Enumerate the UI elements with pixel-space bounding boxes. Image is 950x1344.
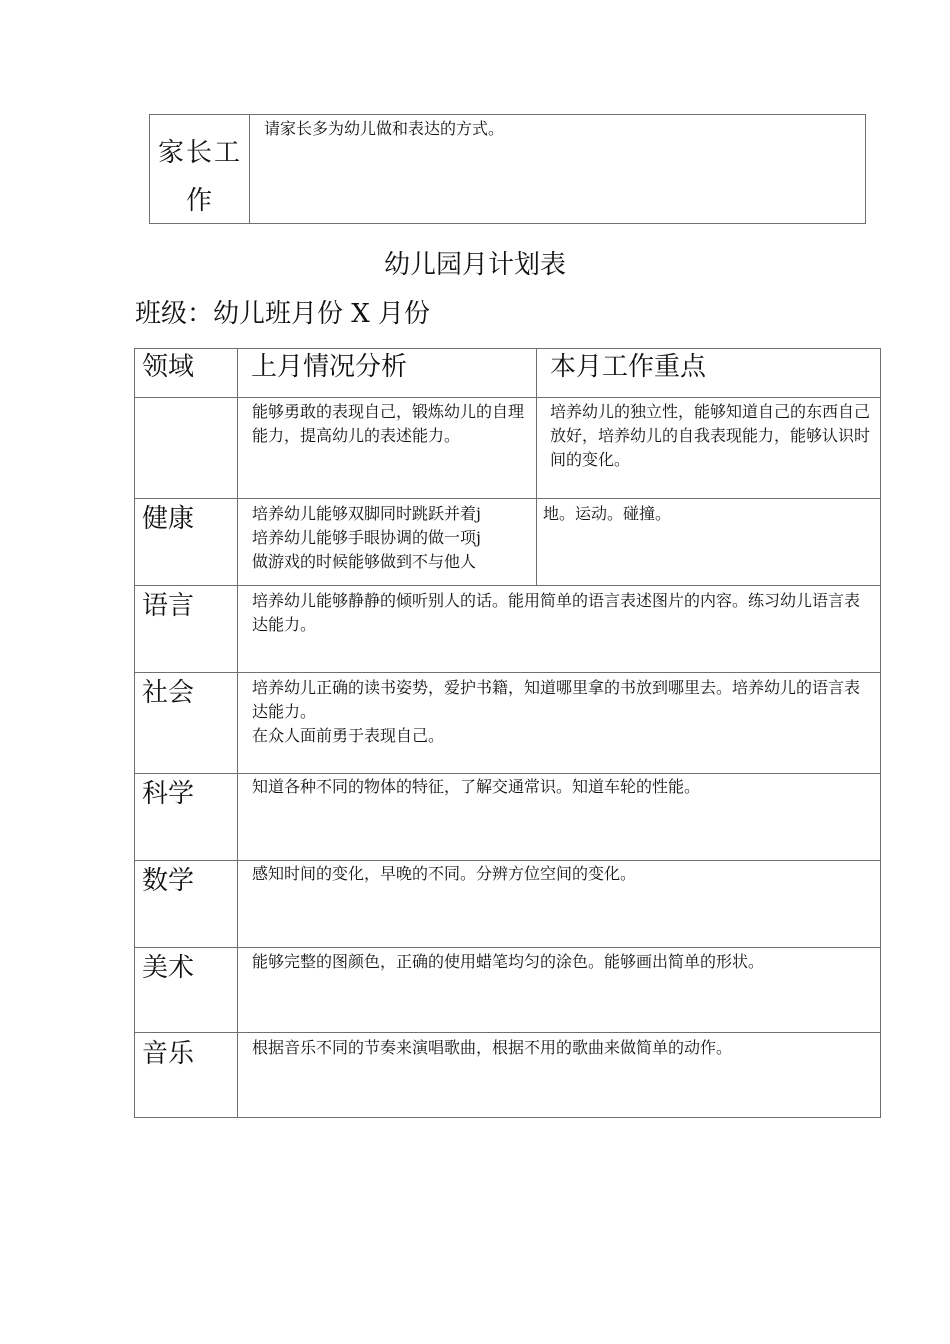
domain-health: 健康 (142, 504, 195, 534)
row-line (134, 585, 881, 586)
content-music: 根据音乐不同的节奏来演唱歌曲，根据不用的歌曲来做简单的动作。 (252, 1038, 733, 1057)
page-title: 幼儿园月计划表 (383, 250, 566, 280)
parent-work-label-cell (150, 115, 250, 223)
parent-work-text: 请家长多为幼儿做和表达的方式。 (264, 119, 505, 138)
content-science: 知道各种不同的物体的特征，了解交通常识。知道车轮的性能。 (252, 777, 701, 796)
row-line (134, 498, 881, 499)
table-border-left (134, 348, 135, 1118)
domain-music: 音乐 (142, 1039, 195, 1069)
class-month-line: 班级：幼儿班月份 X 月份 (135, 299, 431, 329)
column-divider-domain (237, 348, 238, 1118)
parent-work-label: 家长工作 (157, 138, 242, 216)
content-society: 培养幼儿正确的读书姿势，爱护书籍，知道哪里拿的书放到哪里去。培养幼儿的语言表达能力。 在众人面前勇于表现自己。 (252, 678, 861, 745)
row-line (134, 773, 881, 774)
table-border-bottom (134, 1117, 881, 1118)
table-border-right (880, 348, 881, 1118)
row-line (134, 397, 881, 398)
health-last-month: 培养幼儿能够双脚同时跳跃并着j 培养幼儿能够手眼协调的做一项j 做游戏的时候能够做到不与他人 (252, 504, 481, 571)
intro-this-month: 培养幼儿的独立性，能够知道自己的东西自己放好，培养幼儿的自我表现能力，能够认识时间的变化。 (550, 402, 871, 469)
row-line (134, 947, 881, 948)
parent-work-table (149, 114, 866, 224)
intro-last-month: 能够勇敢的表现自己，锻炼幼儿的自理能力，提高幼儿的表述能力。 (252, 402, 525, 445)
header-this-month: 本月工作重点 (550, 352, 707, 382)
domain-language: 语言 (142, 591, 195, 621)
content-art: 能够完整的图颜色，正确的使用蜡笔均匀的涂色。能够画出简单的形状。 (252, 952, 765, 971)
row-line (134, 860, 881, 861)
column-divider-focus (536, 348, 537, 586)
domain-society: 社会 (142, 678, 195, 708)
row-line (134, 672, 881, 673)
header-last-month: 上月情况分析 (251, 352, 408, 382)
row-line (134, 1032, 881, 1033)
table-border-top (134, 348, 881, 349)
content-math: 感知时间的变化，早晚的不同。分辨方位空间的变化。 (252, 864, 637, 883)
domain-science: 科学 (142, 779, 195, 809)
health-this-month: 地。运动。碰撞。 (543, 504, 672, 523)
domain-math: 数学 (142, 866, 195, 896)
content-language: 培养幼儿能够静静的倾听别人的话。能用简单的语言表述图片的内容。练习幼儿语言表达能力。 (252, 591, 861, 634)
domain-art: 美术 (142, 953, 195, 983)
header-domain: 领域 (142, 352, 195, 382)
